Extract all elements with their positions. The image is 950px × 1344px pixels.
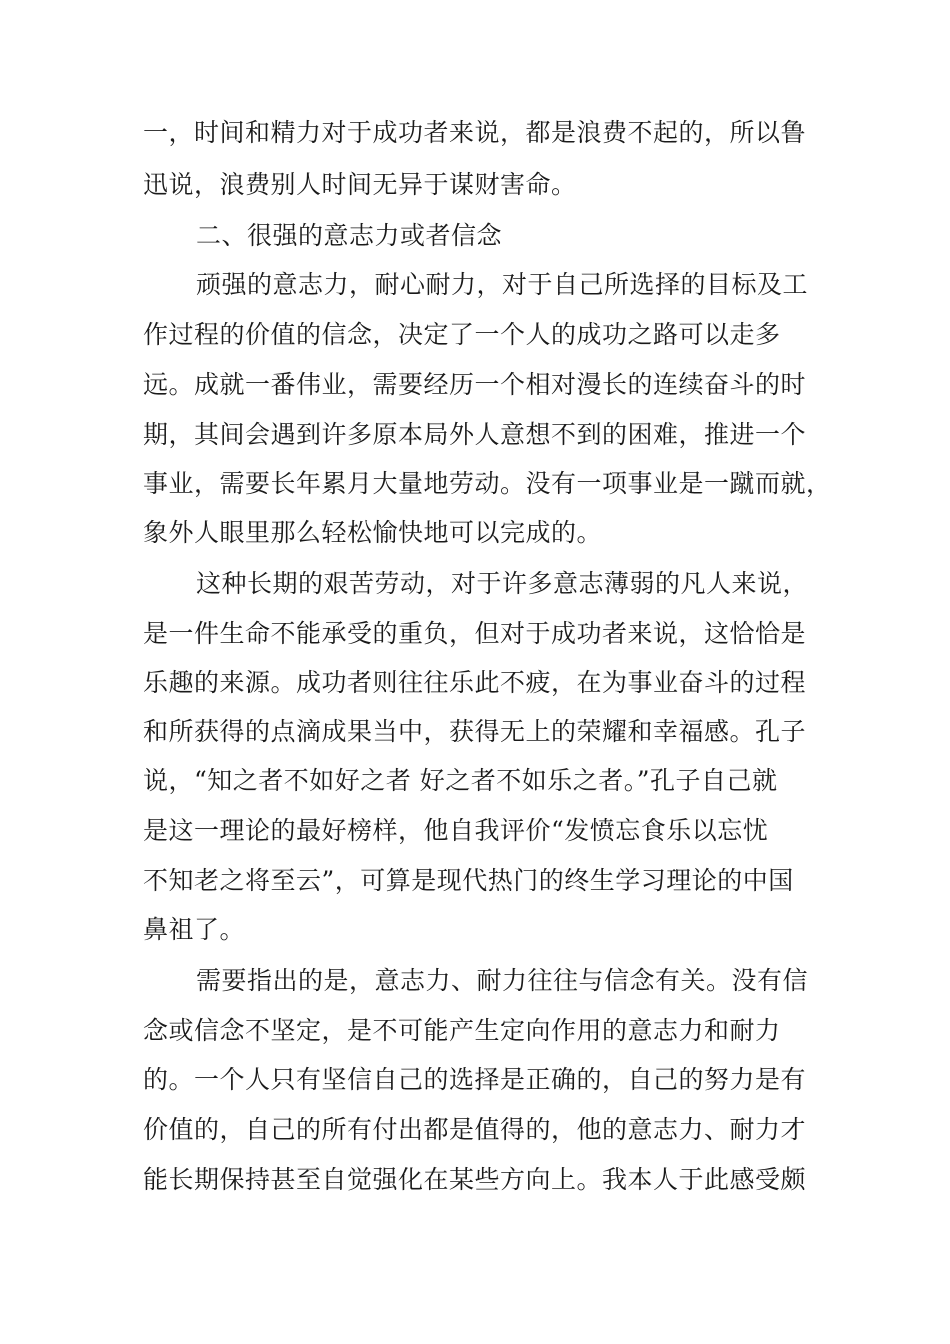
text-line: 顽强的意志力，耐心耐力，对于自己所选择的目标及工 <box>196 270 809 299</box>
text-line: 需要指出的是，意志力、耐力往往与信念有关。没有信 <box>196 966 809 995</box>
text-line: 价值的，自己的所有付出都是值得的，他的意志力、耐力才 <box>143 1115 807 1144</box>
text-line: 乐趣的来源。成功者则往往乐此不疲，在为事业奋斗的过程 <box>143 668 807 697</box>
section-heading: 二、很强的意志力或者信念 <box>196 221 503 250</box>
text-line: 事业，需要长年累月大量地劳动。没有一项事业是一蹴而就， <box>143 469 832 498</box>
text-line: 说，“知之者不如好之者 好之者不如乐之者。”孔子自己就 <box>143 766 778 795</box>
text-line: 的。一个人只有坚信自己的选择是正确的，自己的努力是有 <box>143 1065 807 1094</box>
text-line: 是一件生命不能承受的重负，但对于成功者来说，这恰恰是 <box>143 619 807 648</box>
text-line: 能长期保持甚至自觉强化在某些方向上。我本人于此感受颇 <box>143 1165 807 1194</box>
text-line: 远。成就一番伟业，需要经历一个相对漫长的连续奋斗的时 <box>143 370 807 399</box>
text-line: 不知老之将至云”，可算是现代热门的终生学习理论的中国 <box>143 866 794 895</box>
text-line: 象外人眼里那么轻松愉快地可以完成的。 <box>143 518 603 547</box>
text-line: 是这一理论的最好榜样，他自我评价“发愤忘食乐以忘忧 <box>143 816 769 845</box>
text-line: 鼻祖了。 <box>143 915 246 944</box>
text-line: 迅说，浪费别人时间无异于谋财害命。 <box>143 170 577 199</box>
text-line: 期，其间会遇到许多原本局外人意想不到的困难，推进一个 <box>143 420 807 449</box>
text-line: 念或信念不坚定，是不可能产生定向作用的意志力和耐力 <box>143 1016 781 1045</box>
text-line: 和所获得的点滴成果当中，获得无上的荣耀和幸福感。孔子 <box>143 717 807 746</box>
text-line: 一，时间和精力对于成功者来说，都是浪费不起的，所以鲁 <box>143 118 807 147</box>
text-line: 作过程的价值的信念，决定了一个人的成功之路可以走多 <box>143 320 781 349</box>
text-line: 这种长期的艰苦劳动，对于许多意志薄弱的凡人来说， <box>196 569 809 598</box>
